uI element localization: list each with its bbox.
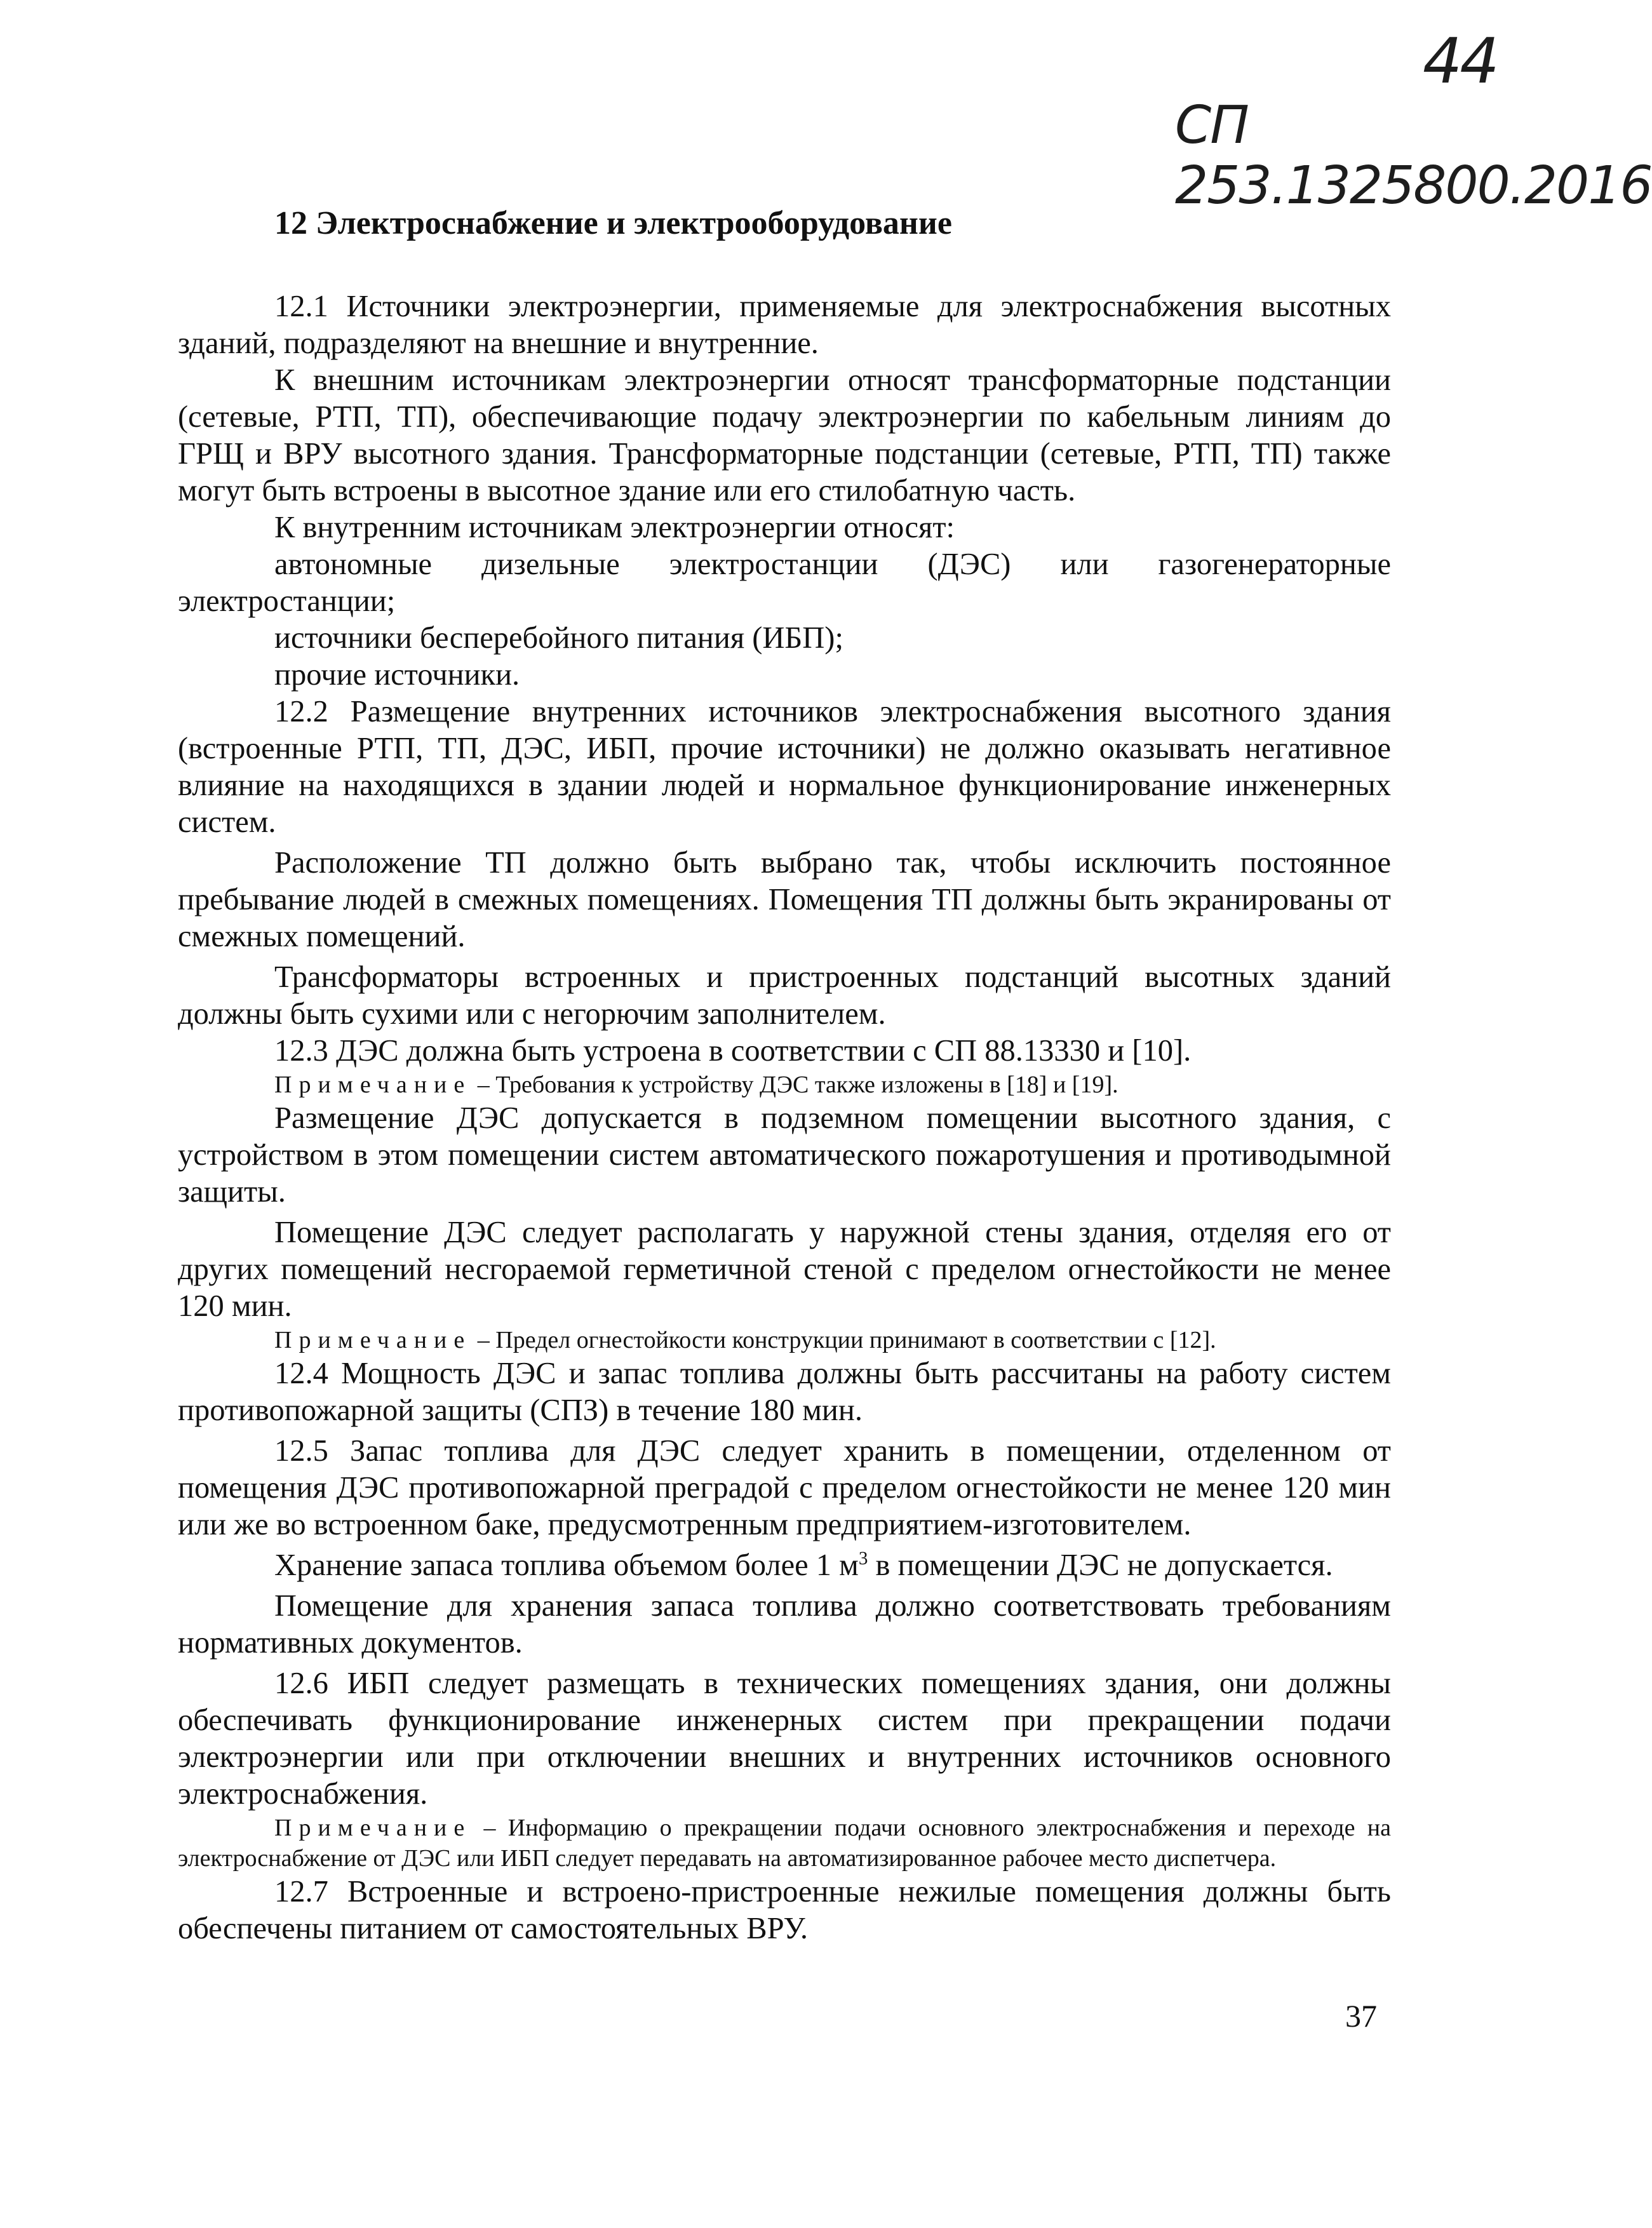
paragraph-12-3: 12.3 ДЭС должна быть устроена в соответствии с СП 88.13330 и [10].: [274, 1034, 1192, 1068]
paragraph-tp-location: Расположение ТП должно быть выбрано так, чтобы исключить постоянное пребывание людей в смежных помещениях. Помещения ТП должны быть экранированы от смежных помещений.: [178, 846, 1391, 953]
paragraph-des-room: Помещение ДЭС следует располагать у наружной стены здания, отделяя его от других помещений несгораемой герметичной стеной с пределом огнестойкости не менее 120 мин.: [178, 1216, 1391, 1323]
fuel-storage-text: Хранение запаса топлива объемом более 1 м: [274, 1548, 859, 1582]
list-item-other: прочие источники.: [274, 658, 520, 692]
note-label: Примечание: [274, 1327, 472, 1353]
paragraph-12-1: 12.1 Источники электроэнергии, применяемые для электроснабжения высотных зданий, подразделяют на внешние и внутренние.: [178, 290, 1391, 360]
document-body: [178, 203, 1391, 1947]
paragraph-des-placement: Размещение ДЭС допускается в подземном помещении высотного здания, с устройством в этом помещении систем автоматического пожаротушения и противодымной защиты.: [178, 1101, 1391, 1209]
superscript-3: 3: [858, 1548, 868, 1569]
list-item-diesel: автономные дизельные электростанции (ДЭС) или газогенераторные электростанции;: [178, 547, 1391, 618]
paragraph-external-sources: К внешним источникам электроэнергии относят трансформаторные подстанции (сетевые, РТП, ТП), обеспечивающие подачу электроэнергии по кабельным линиям до ГРЩ и ВРУ высотного здания. Трансформаторные подстанции (сетевые, РТП, ТП) также могут быть встроены в высотное здание или его стилобатную часть.: [178, 363, 1391, 507]
paragraph-transformers: Трансформаторы встроенных и пристроенных подстанций высотных зданий должны быть сухими или с негорючим заполнителем.: [178, 960, 1391, 1031]
paragraph-internal-sources: К внутренним источникам электроэнергии относят:: [274, 511, 955, 544]
handwritten-document-code: СП 253.1325800.2016: [1175, 95, 1652, 216]
paragraph-12-6: 12.6 ИБП следует размещать в технических помещениях здания, они должны обеспечивать функционирование инженерных систем при прекращении подачи электроэнергии или при отключении внешних и внутренних источников основного электроснабжения.: [178, 1667, 1391, 1811]
note-label: Примечание: [274, 1071, 472, 1098]
page-number: 37: [1345, 1998, 1377, 2034]
paragraph-12-5: 12.5 Запас топлива для ДЭС следует хранить в помещении, отделенном от помещения ДЭС противопожарной преградой с пределом огнестойкости не менее 120 мин или же во встроенном баке, предусмотренным предприятием-изготовителем.: [178, 1434, 1391, 1541]
paragraph-12-2: 12.2 Размещение внутренних источников электроснабжения высотного здания (встроенные РТП, ТП, ДЭС, ИБП, прочие источники) не должно оказывать негативное влияние на находящихся в здании людей и нормальное функционирование инженерных систем.: [178, 695, 1391, 839]
paragraph-fuel-storage: [178, 1547, 1391, 1584]
paragraph-12-4: 12.4 Мощность ДЭС и запас топлива должны быть рассчитаны на работу систем противопожарной защиты (СПЗ) в течение 180 мин.: [178, 1357, 1391, 1427]
paragraph-12-7: 12.7 Встроенные и встроено-пристроенные нежилые помещения должны быть обеспечены питанием от самостоятельных ВРУ.: [178, 1875, 1391, 1945]
note-text: – Информацию о прекращении подачи основного электроснабжения и переходе на электроснабжение от ДЭС или ИБП следует передавать на автоматизированное рабочее место диспетчера.: [178, 1815, 1391, 1872]
section-title: 12 Электроснабжение и электрооборудование: [274, 205, 952, 241]
note-des-requirements: [178, 1070, 1391, 1100]
note-text: – Предел огнестойкости конструкции принимают в соответствии с [12].: [471, 1327, 1216, 1353]
note-text: – Требования к устройству ДЭС также изложены в [18] и [19].: [471, 1071, 1118, 1098]
list-item-ups: источники бесперебойного питания (ИБП);: [274, 621, 843, 655]
note-fire-resistance: [178, 1325, 1391, 1355]
note-label: Примечание: [274, 1815, 472, 1841]
paragraph-fuel-room: Помещение для хранения запаса топлива должно соответствовать требованиям нормативных документов.: [178, 1589, 1391, 1660]
note-dispatcher: [178, 1813, 1391, 1874]
fuel-storage-text-end: в помещении ДЭС не допускается.: [868, 1548, 1333, 1582]
handwritten-page-number: 44: [1423, 25, 1497, 98]
